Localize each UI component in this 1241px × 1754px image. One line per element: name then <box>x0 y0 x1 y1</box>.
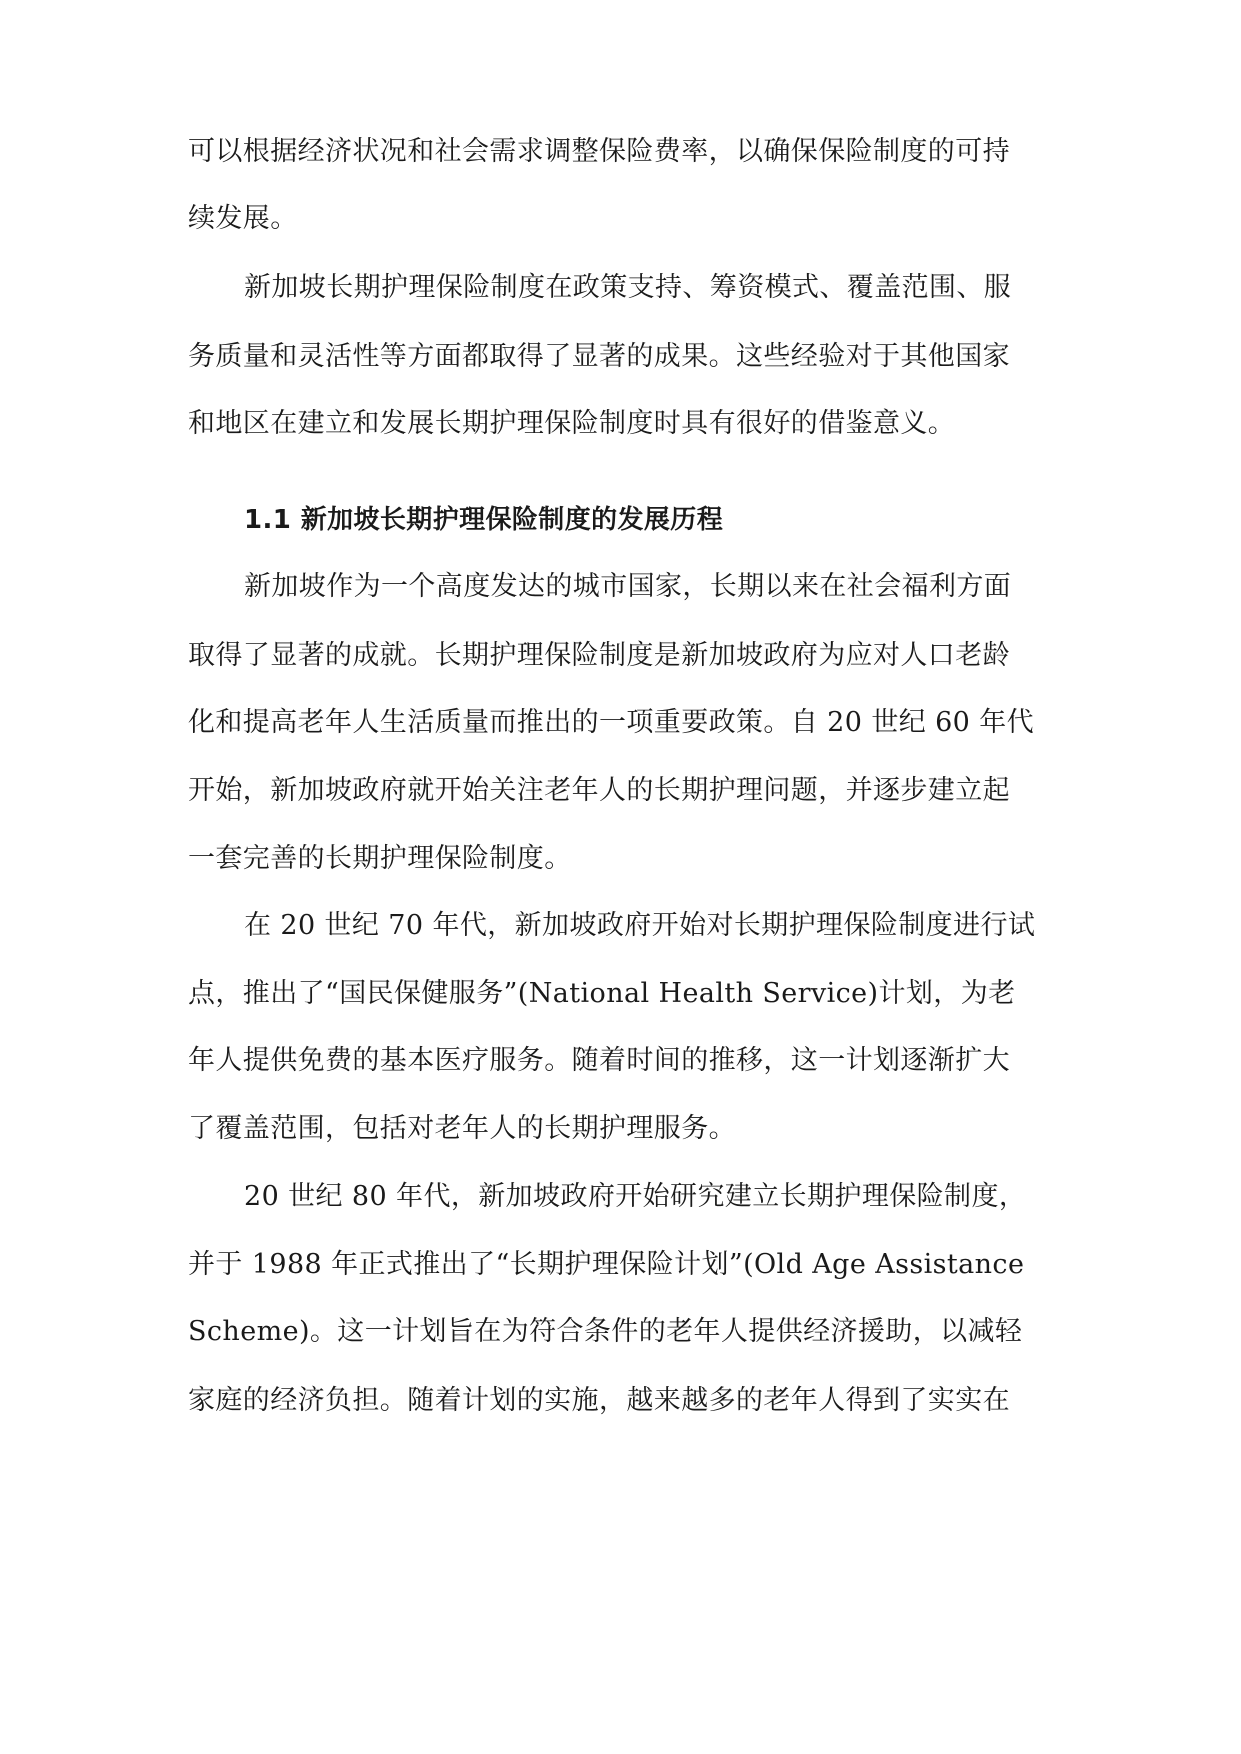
paragraph-line: 开始，新加坡政府就开始关注老年人的长期护理问题，并逐步建立起 <box>188 775 1010 806</box>
paragraph-line: 续发展。 <box>188 203 298 234</box>
paragraph-line: 和地区在建立和发展长期护理保险制度时具有很好的借鉴意义。 <box>188 408 956 439</box>
paragraph-line: 了覆盖范围，包括对老年人的长期护理服务。 <box>188 1113 736 1144</box>
paragraph-line: 取得了显著的成就。长期护理保险制度是新加坡政府为应对人口老龄 <box>188 640 1010 671</box>
paragraph-line: 务质量和灵活性等方面都取得了显著的成果。这些经验对于其他国家 <box>188 341 1010 372</box>
section-heading: 1.1 新加坡长期护理保险制度的发展历程 <box>244 505 724 535</box>
paragraph-line: Scheme)。这一计划旨在为符合条件的老年人提供经济援助，以减轻 <box>188 1316 1023 1347</box>
paragraph-line: 在 20 世纪 70 年代，新加坡政府开始对长期护理保险制度进行试 <box>244 910 1036 941</box>
paragraph-line: 20 世纪 80 年代，新加坡政府开始研究建立长期护理保险制度， <box>244 1181 1027 1212</box>
paragraph-line: 可以根据经济状况和社会需求调整保险费率，以确保保险制度的可持 <box>188 136 1010 167</box>
paragraph-line: 家庭的经济负担。随着计划的实施，越来越多的老年人得到了实实在 <box>188 1385 1010 1416</box>
paragraph-line: 年人提供免费的基本医疗服务。随着时间的推移，这一计划逐渐扩大 <box>188 1045 1010 1076</box>
paragraph-line: 新加坡长期护理保险制度在政策支持、筹资模式、覆盖范围、服 <box>244 272 1012 303</box>
paragraph-line: 新加坡作为一个高度发达的城市国家，长期以来在社会福利方面 <box>244 571 1012 602</box>
paragraph-line: 并于 1988 年正式推出了“长期护理保险计划”(Old Age Assistance <box>188 1249 1025 1280</box>
paragraph-line: 一套完善的长期护理保险制度。 <box>188 843 572 874</box>
paragraph-line: 化和提高老年人生活质量而推出的一项重要政策。自 20 世纪 60 年代 <box>188 707 1035 738</box>
paragraph-line: 点，推出了“国民保健服务”(National Health Service)计划，为老 <box>188 978 1016 1009</box>
